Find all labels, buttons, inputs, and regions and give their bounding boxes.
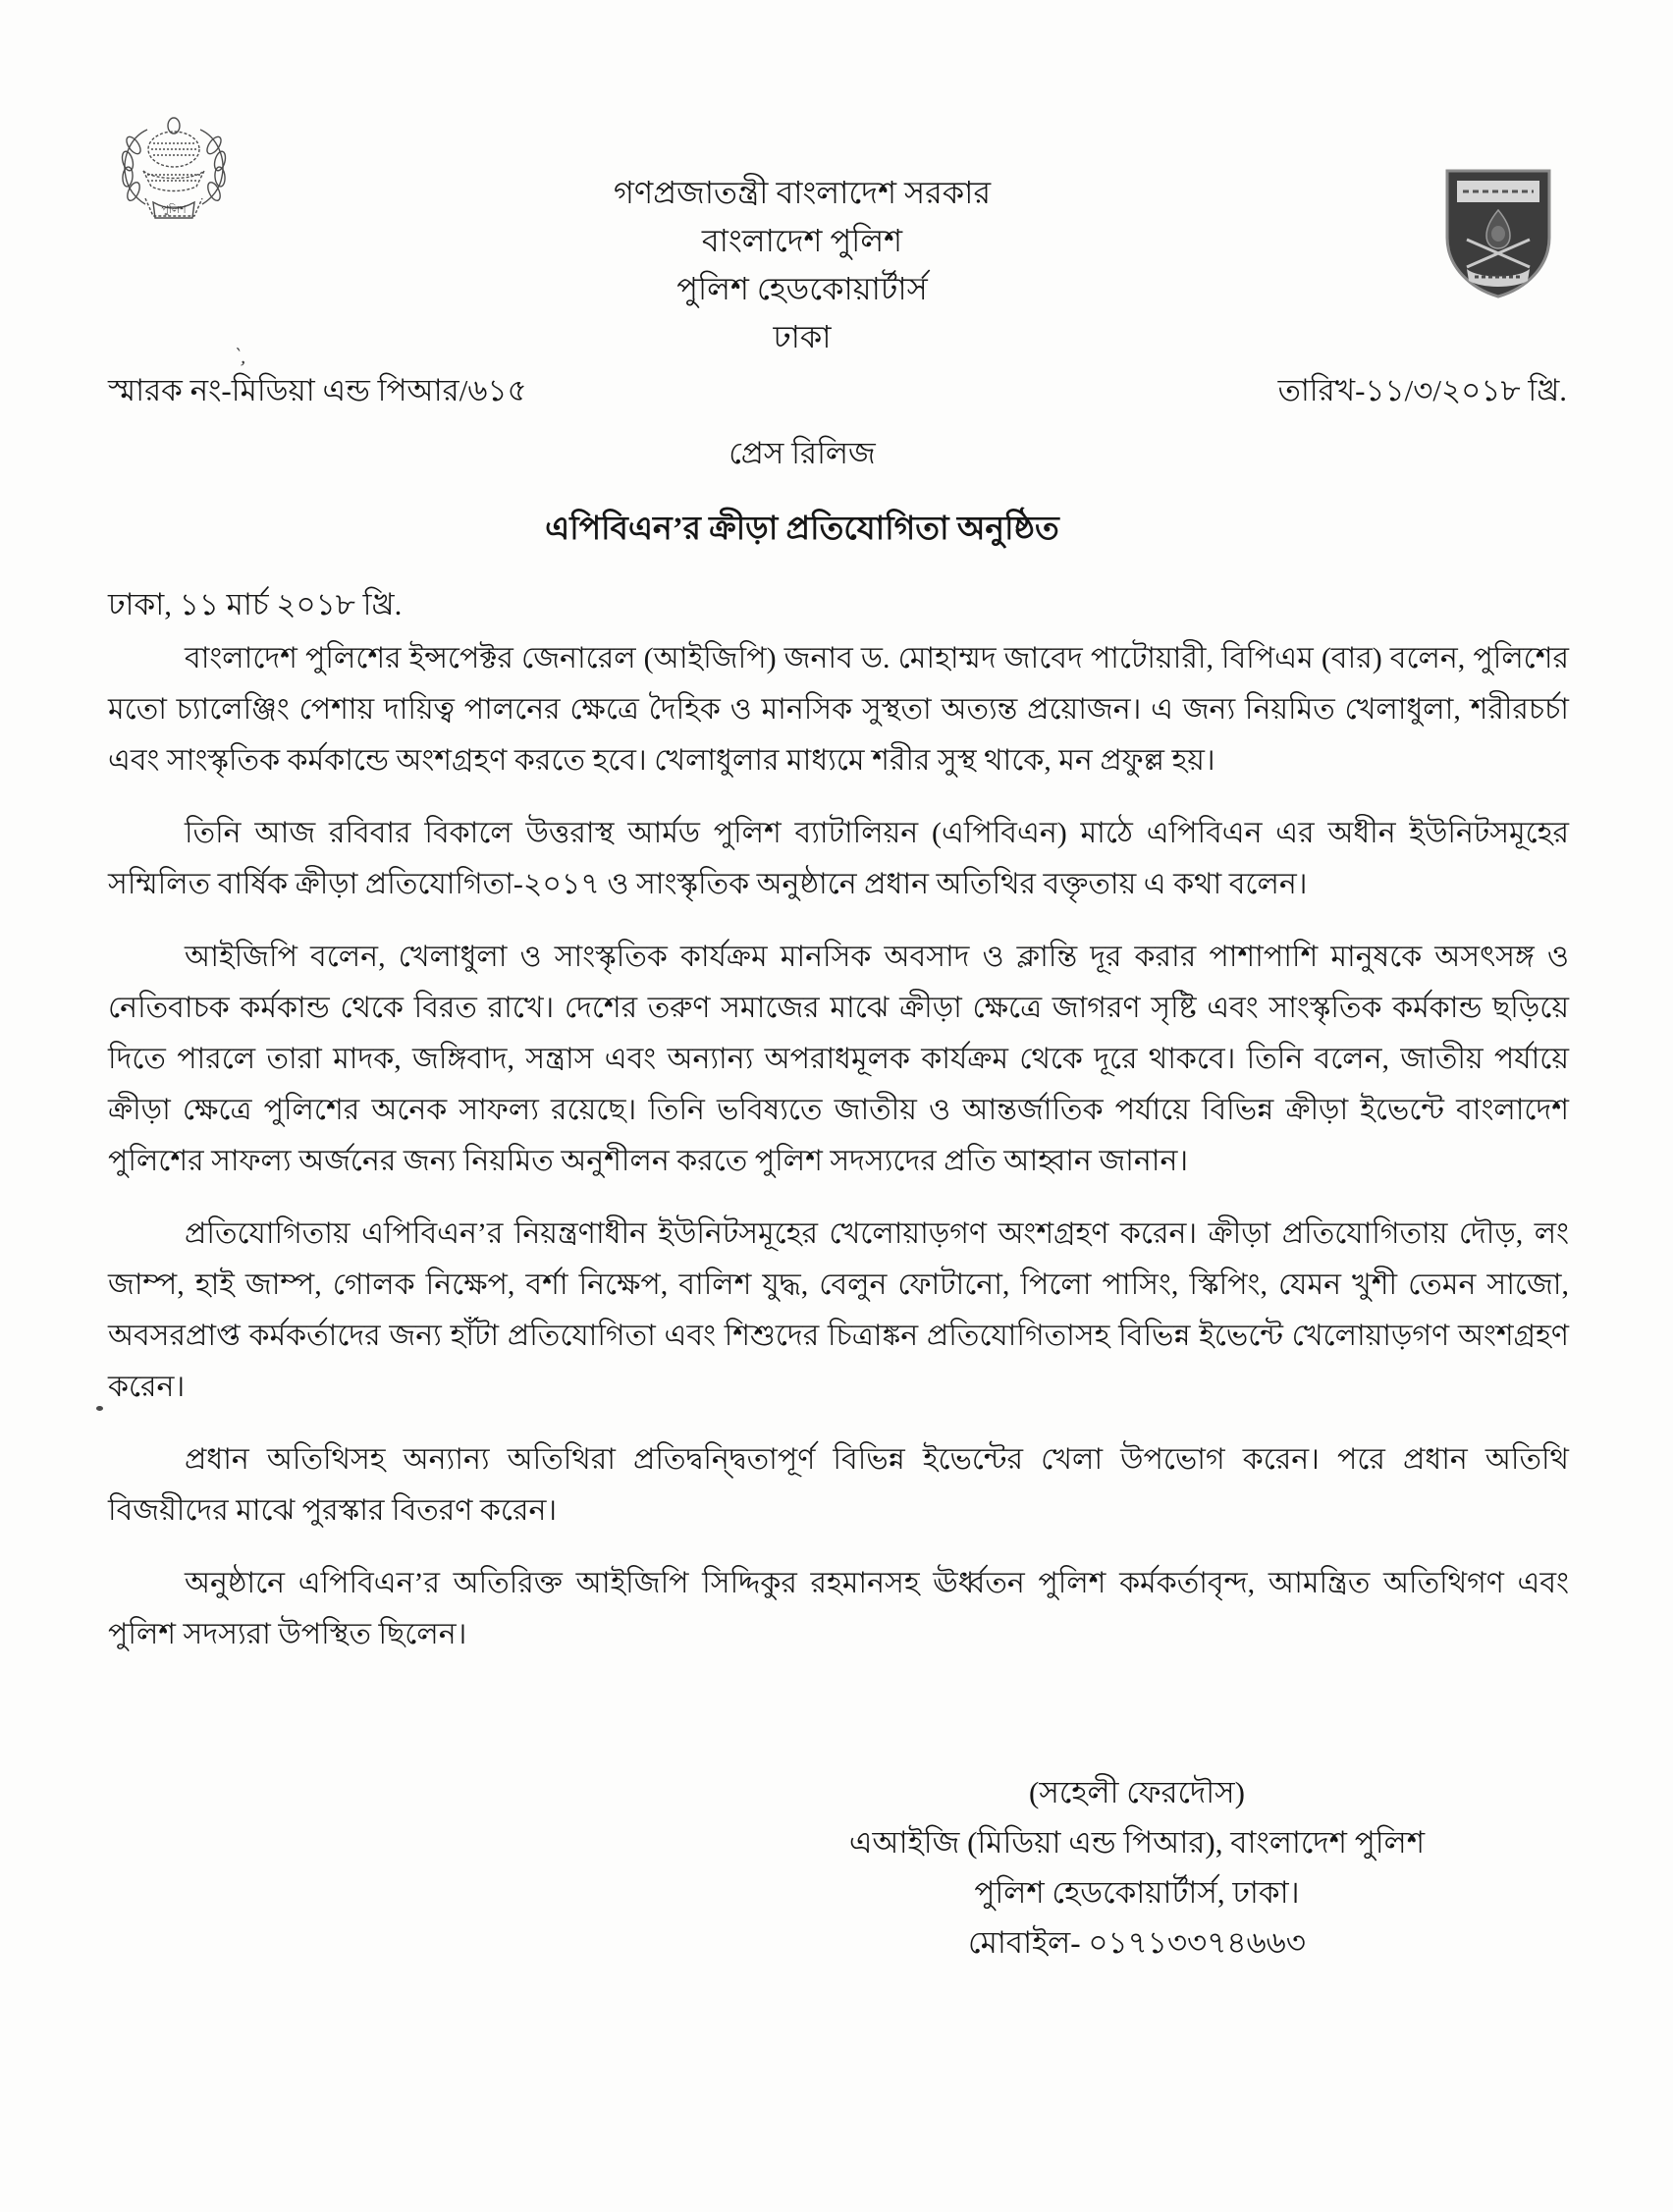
paragraph-igp-statement: বাংলাদেশ পুলিশের ইন্সপেক্টর জেনারেল (আইজিপি) জনাব ড. মোহাম্মদ জাবেদ পাটোয়ারী, বিপিএম (বার) বলেন, পুলিশের মতো চ্যালেঞ্জিং পেশায় দায়িত্ব পালনের ক্ষেত্রে দৈহিক ও মানসিক সুস্থতা অত্যন্ত প্রয়োজন। এ জন্য নিয়মিত খেলাধুলা, শরীরচর্চা এবং সাংস্কৃতিক কর্মকান্ডে অংশগ্রহণ করতে হবে। খেলাধুলার মাধ্যমে শরীর সুস্থ থাকে, মন প্রফুল্ল হয়। bbox=[108, 642, 1569, 777]
police-emblem-label: পুলিশ bbox=[161, 204, 187, 216]
letterhead-government: গণপ্রজাতন্ত্রী বাংলাদেশ সরকার bbox=[613, 175, 992, 210]
memo-number: স্মারক নং-মিডিয়া এন্ড পিআর/৬১৫ bbox=[108, 373, 527, 407]
dateline: ঢাকা, ১১ মার্চ ২০১৮ খ্রি. bbox=[108, 587, 403, 621]
letterhead-office: পুলিশ হেডকোয়ার্টার্স bbox=[676, 271, 928, 306]
memo-date: তারিখ-১১/৩/২০১৮ খ্রি. bbox=[1277, 373, 1567, 407]
scan-artifact-mark: ` , bbox=[231, 344, 249, 369]
signature-block bbox=[823, 1767, 1451, 1968]
memo-row bbox=[108, 367, 1567, 418]
paragraph-igp-remarks: আইজিপি বলেন, খেলাধুলা ও সাংস্কৃতিক কার্যক্রম মানসিক অবসাদ ও ক্লান্তি দূর করার পাশাপাশি মানুষকে অসৎসঙ্গ ও নেতিবাচক কর্মকান্ড থেকে বিরত রাখে। দেশের তরুণ সমাজের মাঝে ক্রীড়া ক্ষেত্রে জাগরণ সৃষ্টি এবং সাংস্কৃতিক কর্মকান্ড ছড়িয়ে দিতে পারলে তারা মাদক, জঙ্গিবাদ, সন্ত্রাস এবং অন্যান্য অপরাধমূলক কার্যক্রম থেকে দূরে থাকবে। তিনি বলেন, জাতীয় পর্যায়ে ক্রীড়া ক্ষেত্রে পুলিশের অনেক সাফল্য রয়েছে। তিনি ভবিষ্যতে জাতীয় ও আন্তর্জাতিক পর্যায়ে বিভিন্ন ক্রীড়া ইভেন্টে বাংলাদেশ পুলিশের সাফল্য অর্জনের জন্য নিয়মিত অনুশীলন করতে পুলিশ সদস্যদের প্রতি আহ্বান জানান। bbox=[108, 941, 1569, 1177]
signatory-name: (সহেলী ফেরদৌস) bbox=[1029, 1775, 1245, 1809]
page-title: এপিবিএন’র ক্রীড়া প্রতিযোগিতা অনুষ্ঠিত bbox=[545, 512, 1059, 547]
doc-type-label: প্রেস রিলিজ bbox=[729, 436, 876, 470]
signatory-mobile: মোবাইল- ০১৭১৩৩৭৪৬৬৩ bbox=[968, 1925, 1306, 1960]
document-body bbox=[108, 633, 1569, 1682]
signatory-office: পুলিশ হেডকোয়ার্টার্স, ঢাকা। bbox=[974, 1875, 1300, 1910]
paragraph-event-context: তিনি আজ রবিবার বিকালে উত্তরাস্থ আর্মড পুলিশ ব্যাটালিয়ন (এপিবিএন) মাঠে এপিবিএন এর অধীন ইউনিটসমূহের সম্মিলিত বার্ষিক ক্রীড়া প্রতিযোগিতা-২০১৭ ও সাংস্কৃতিক অনুষ্ঠানে প্রধান অতিথির বক্তৃতায় এ কথা বলেন। bbox=[108, 817, 1569, 900]
scan-artifact-dot bbox=[96, 1406, 103, 1411]
paragraph-prize-distribution: প্রধান অতিথিসহ অন্যান্য অতিথিরা প্রতিদ্বন্দ্বিতাপূর্ণ বিভিন্ন ইভেন্টের খেলা উপভোগ করেন। পরে প্রধান অতিথি বিজয়ীদের মাঝে পুরস্কার বিতরণ করেন। bbox=[108, 1443, 1569, 1527]
paragraph-events-list: প্রতিযোগিতায় এপিবিএন’র নিয়ন্ত্রণাধীন ইউনিটসমূহের খেলোয়াড়গণ অংশগ্রহণ করেন। ক্রীড়া প্রতিযোগিতায় দৌড়, লং জাম্প, হাই জাম্প, গোলক নিক্ষেপ, বর্শা নিক্ষেপ, বালিশ যুদ্ধ, বেলুন ফোটানো, পিলো পাসিং, স্কিপিং, যেমন খুশী তেমন সাজো, অবসরপ্রাপ্ত কর্মকর্তাদের জন্য হাঁটা প্রতিযোগিতা এবং শিশুদের চিত্রাঙ্কন প্রতিযোগিতাসহ বিভিন্ন ইভেন্টে খেলোয়াড়গণ অংশগ্রহণ করেন। bbox=[108, 1217, 1569, 1403]
letterhead-city: ঢাকা bbox=[773, 319, 832, 354]
paragraph-attendees: অনুষ্ঠানে এপিবিএন’র অতিরিক্ত আইজিপি সিদ্দিকুর রহমানসহ ঊর্ধ্বতন পুলিশ কর্মকর্তাবৃন্দ, আমন্ত্রিত অতিথিগণ এবং পুলিশ সদস্যরা উপস্থিত ছিলেন। bbox=[108, 1567, 1569, 1650]
letterhead-organization: বাংলাদেশ পুলিশ bbox=[701, 223, 903, 258]
signatory-designation: এআইজি (মিডিয়া এন্ড পিআর), বাংলাদেশ পুলিশ bbox=[848, 1825, 1426, 1860]
letterhead bbox=[0, 169, 1604, 361]
